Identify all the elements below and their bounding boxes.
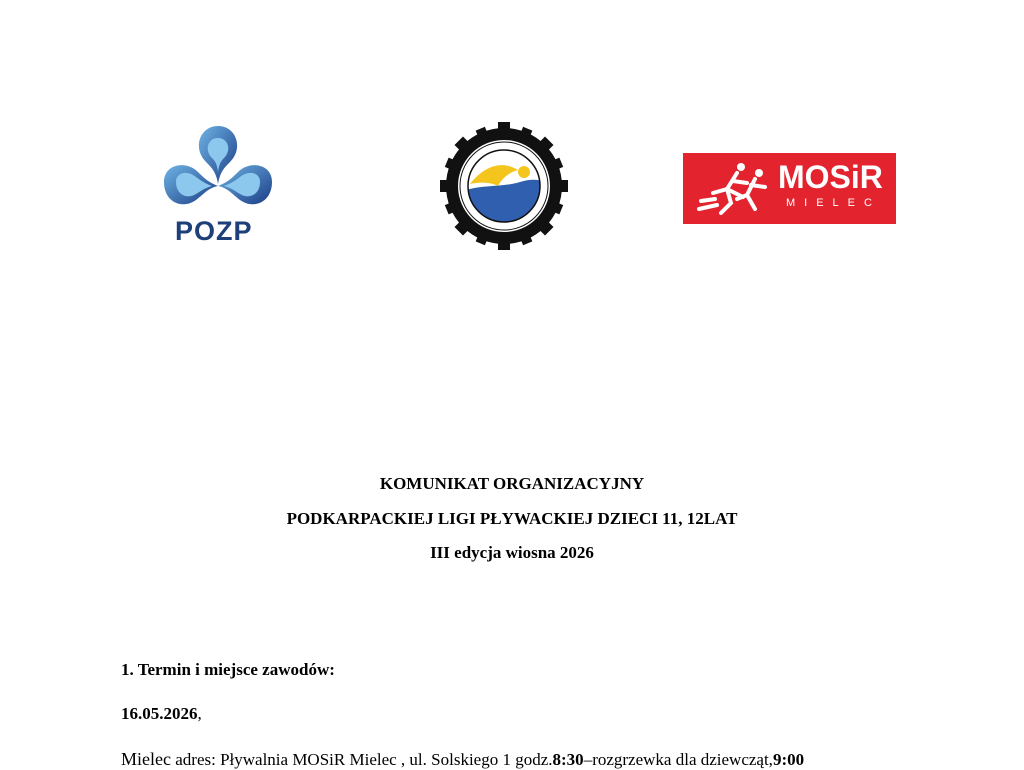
event-date: 16.05.2026 bbox=[121, 704, 198, 723]
runners-icon bbox=[697, 159, 777, 219]
mosir-logo-name: MOSiR bbox=[778, 159, 883, 195]
warmup-time: 8:30 bbox=[552, 750, 584, 769]
document-title: KOMUNIKAT ORGANIZACYJNY bbox=[379, 474, 645, 493]
address-line bbox=[121, 749, 804, 770]
pozp-logo-text: POZP bbox=[175, 216, 253, 246]
edition-line: III edycja wiosna 2026 bbox=[430, 543, 594, 562]
mosir-logo-city: MIELEC bbox=[786, 197, 881, 209]
mosir-logo bbox=[683, 153, 896, 224]
warmup-text: –rozgrzewka dla dziewcząt, bbox=[583, 750, 773, 769]
event-date-line bbox=[121, 704, 202, 724]
pozp-drops-icon bbox=[158, 122, 278, 217]
document-subtitle: PODKARPACKIEJ LIGI PŁYWACKIEJ DZIECI 11, 12LAT bbox=[286, 509, 738, 528]
date-suffix: , bbox=[197, 704, 202, 723]
club-seal-logo bbox=[440, 122, 568, 250]
section-heading: 1. Termin i miejsce zawodów: bbox=[121, 660, 335, 679]
start-time: 9:00 bbox=[772, 750, 805, 769]
address-text: adres: Pływalnia MOSiR Mielec , ul. Solskiego 1 godz. bbox=[170, 750, 553, 769]
swimmer-seal-icon bbox=[440, 122, 568, 250]
place-name: Mielec bbox=[121, 749, 171, 769]
